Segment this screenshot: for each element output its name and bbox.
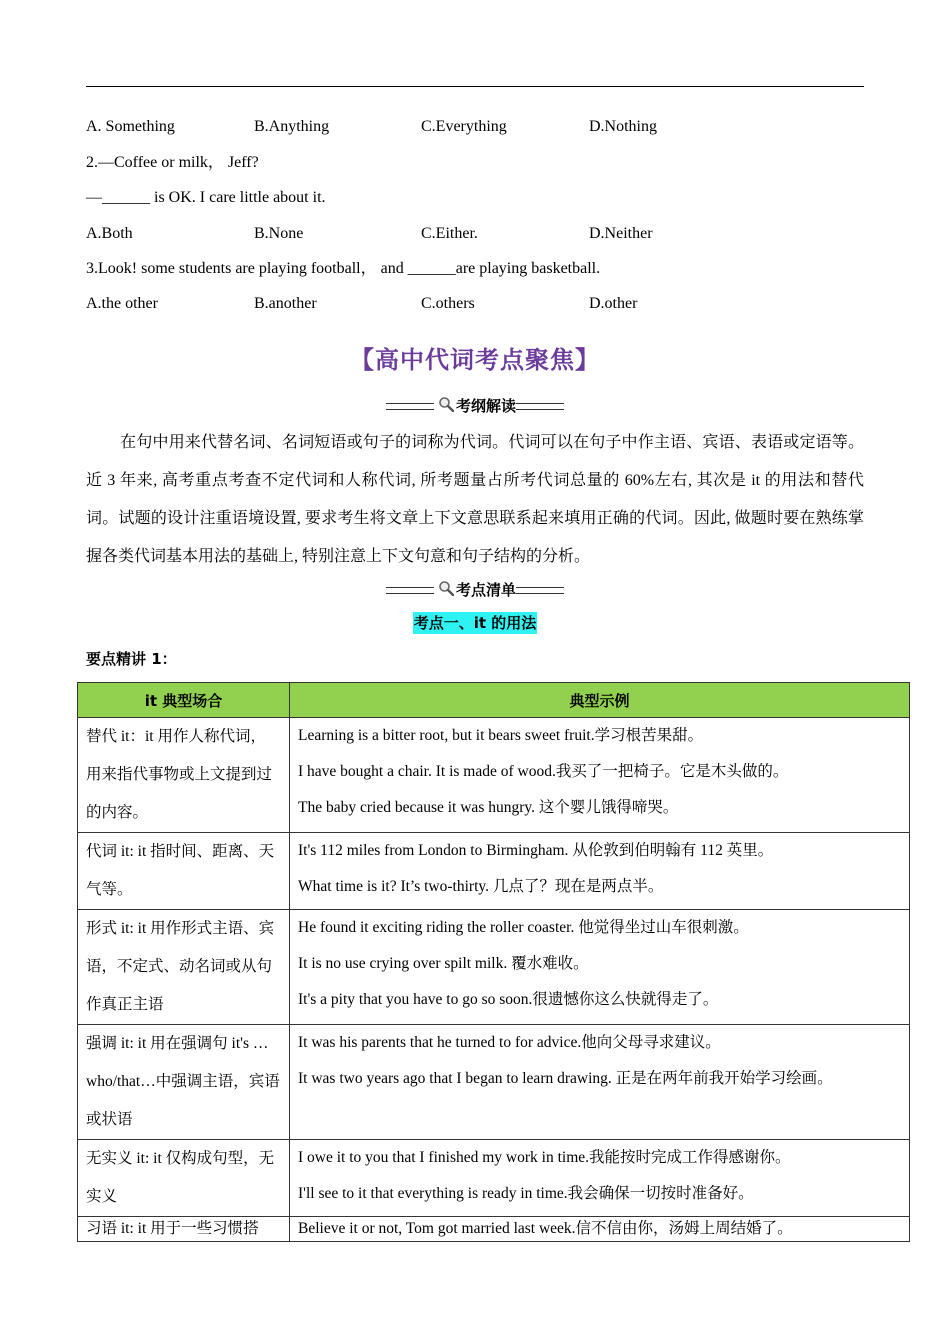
double-rule-right [516, 587, 564, 594]
table-header-case: it 典型场合 [78, 683, 290, 718]
subhead-syllabus-title: 考纲解读 [455, 397, 516, 415]
magnifier-icon [438, 579, 454, 603]
table-row [78, 833, 910, 910]
magnifier-icon [438, 395, 454, 419]
table-cell-case: 习语 it: it 用于一些习惯搭 [78, 1217, 290, 1242]
q1-option-a[interactable]: A. Something [86, 118, 175, 135]
table-cell-examples [290, 910, 910, 1025]
table-cell-examples [290, 1217, 910, 1242]
example-line: It was his parents that he turned to for advice.他向父母寻求建议。 [298, 1034, 721, 1051]
example-line: I owe it to you that I finished my work in time.我能按时完成工作得感谢你。 [298, 1149, 791, 1166]
table-row [78, 1217, 910, 1242]
q1-option-c[interactable]: C.Everything [421, 118, 507, 135]
table-row [78, 910, 910, 1025]
example-line: Learning is a bitter root, but it bears sweet fruit.学习根苦果甜。 [298, 727, 704, 744]
table-cell-case: 替代 it：it 用作人称代词，用来指代事物或上文提到过的内容。 [78, 718, 290, 833]
table-row [78, 718, 910, 833]
table-cell-case: 强调 it: it 用在强调句 it's … who/that…中强调主语，宾语或状语 [78, 1025, 290, 1140]
table-cell-examples [290, 718, 910, 833]
point1-label: 要点精讲 1： [86, 650, 177, 668]
table-row [78, 1140, 910, 1217]
q2-answer-line: —______ is OK. I care little about it. [86, 189, 326, 206]
q2-option-c[interactable]: C.Either. [421, 225, 478, 242]
example-line: The baby cried because it was hungry. 这个婴儿饿得啼哭。 [298, 799, 679, 816]
example-line: What time is it? It’s two-thirty. 几点了？现在是两点半。 [298, 878, 664, 895]
q3-question: 3.Look! some students are playing football， and ______are playing basketball. [86, 260, 601, 277]
q3-option-b[interactable]: B.another [254, 295, 317, 312]
q3-option-c[interactable]: C.others [421, 295, 475, 312]
q2-question: 2.—Coffee or milk， Jeff? [86, 154, 259, 171]
example-line: It was two years ago that I began to learn drawing. 正是在两年前我开始学习绘画。 [298, 1070, 833, 1087]
table-header-row [78, 683, 910, 718]
q2-option-a[interactable]: A.Both [86, 225, 133, 242]
table-cell-examples [290, 1140, 910, 1217]
example-line: I'll see to it that everything is ready in time.我会确保一切按时准备好。 [298, 1185, 754, 1202]
double-rule-right [516, 403, 564, 410]
q2-option-b[interactable]: B.None [254, 225, 304, 242]
example-line: It's a pity that you have to go so soon.很遗憾你这么快就得走了。 [298, 991, 719, 1008]
example-line: It's 112 miles from London to Birmingham. 从伦敦到伯明翰有 112 英里。 [298, 842, 774, 859]
intro-paragraph [86, 424, 864, 576]
it-usage-table [77, 682, 910, 1242]
table-cell-case: 形式 it: it 用作形式主语、宾语，不定式、动名词或从句作真正主语 [78, 910, 290, 1025]
table-cell-case: 无实义 it: it 仅构成句型，无实义 [78, 1140, 290, 1217]
table-cell-examples [290, 1025, 910, 1140]
subhead-checklist-title: 考点清单 [455, 581, 516, 599]
q1-option-b[interactable]: B.Anything [254, 118, 330, 135]
q3-option-d[interactable]: D.other [589, 295, 638, 312]
example-line: It is no use crying over spilt milk. 覆水难收。 [298, 955, 589, 972]
table-cell-examples [290, 833, 910, 910]
subhead-checklist [0, 578, 950, 602]
table-row [78, 1025, 910, 1140]
example-line: Believe it or not, Tom got married last week.信不信由你，汤姆上周结婚了。 [298, 1220, 793, 1237]
section-heading: 【高中代词考点聚焦】 [350, 346, 600, 374]
example-line: I have bought a chair. It is made of wood.我买了一把椅子。它是木头做的。 [298, 763, 789, 780]
double-rule-left [386, 403, 434, 410]
subhead-syllabus [0, 394, 950, 418]
header-rule [86, 86, 864, 87]
q3-option-a[interactable]: A.the other [86, 295, 158, 312]
point1-title-wrap [0, 612, 950, 633]
q2-option-d[interactable]: D.Neither [589, 225, 653, 242]
point1-title: 考点一、it 的用法 [413, 614, 537, 632]
q1-option-d[interactable]: D.Nothing [589, 118, 657, 135]
example-line: He found it exciting riding the roller coaster. 他觉得坐过山车很刺激。 [298, 919, 749, 936]
table-header-examples: 典型示例 [290, 683, 910, 718]
table-cell-case: 代词 it: it 指时间、距离、天气等。 [78, 833, 290, 910]
double-rule-left [386, 587, 434, 594]
intro-text: 在句中用来代替名词、名词短语或句子的词称为代词。代词可以在句子中作主语、宾语、表语或定语等。近 3 年来, 高考重点考查不定代词和人称代词, 所考题量占所考代词总量的 60%左右, 其次是 it 的用法和替代词。试题的设计注重语境设置, 要求考生将文章上下文意思联系起来填用正确的代词。因此, 做题时要在熟练掌握各类代词基本用法的基础上, 特别注意上下文句意和句子结构的分析。 [86, 434, 864, 565]
